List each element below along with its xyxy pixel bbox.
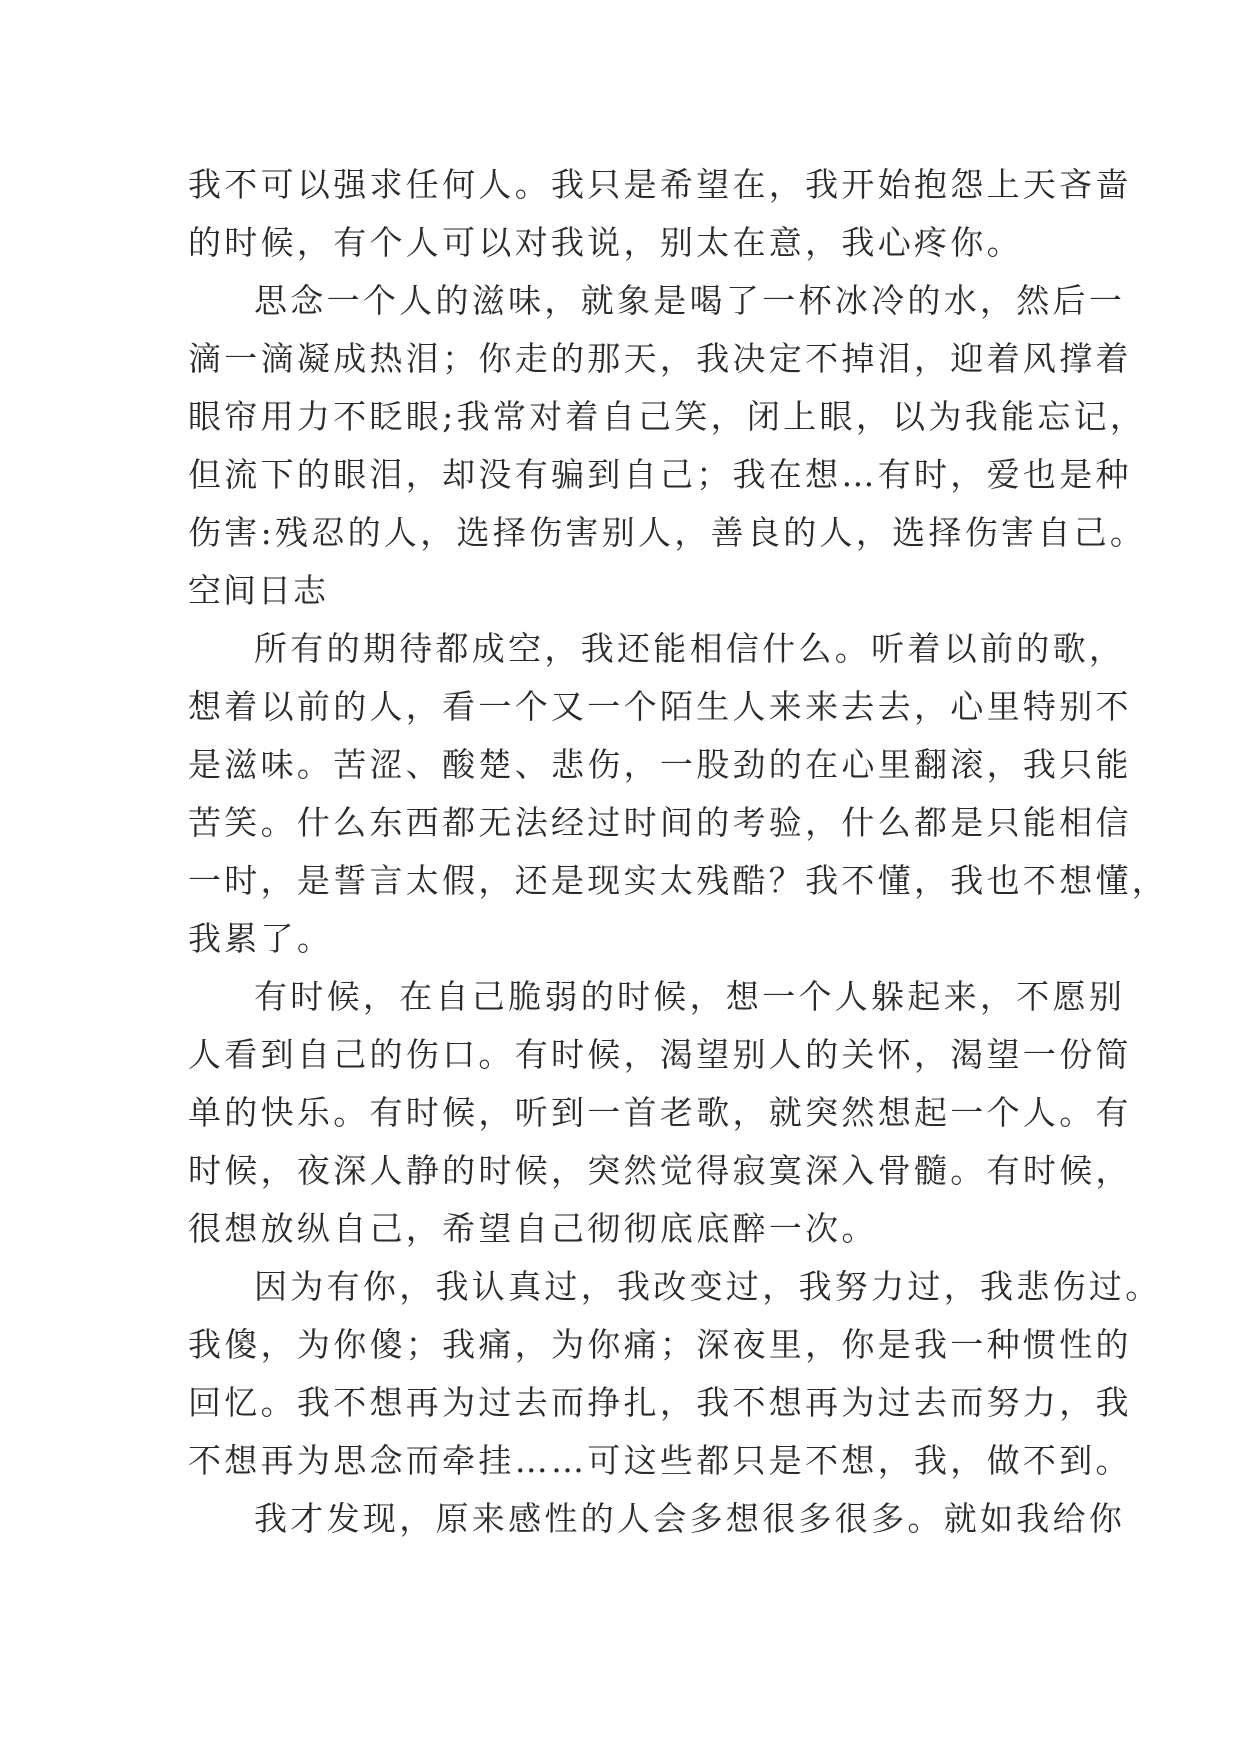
text-line: 眼帘用力不眨眼;我常对着自己笑，闭上眼，以为我能忘记， [188, 397, 1147, 436]
text-line: 因为有你，我认真过，我改变过，我努力过，我悲伤过。 [254, 1267, 1162, 1306]
text-line: 是滋味。苦涩、酸楚、悲伤，一股劲的在心里翻滚，我只能 [188, 745, 1132, 784]
text-line: 我不可以强求任何人。我只是希望在，我开始抱怨上天吝啬 [188, 165, 1132, 204]
text-line: 伤害:残忍的人，选择伤害别人，善良的人，选择伤害自己。 [188, 513, 1147, 552]
text-line: 人看到自己的伤口。有时候，渴望别人的关怀，渴望一份简 [188, 1035, 1132, 1074]
text-line: 思念一个人的滋味，就象是喝了一杯冰冷的水，然后一 [254, 281, 1126, 320]
text-line: 回忆。我不想再为过去而挣扎，我不想再为过去而努力，我 [188, 1383, 1132, 1422]
text-line: 时候，夜深人静的时候，突然觉得寂寞深入骨髓。有时候， [188, 1151, 1132, 1190]
text-line: 但流下的眼泪，却没有骗到自己；我在想…有时，爱也是种 [188, 455, 1132, 494]
text-line: 滴一滴凝成热泪；你走的那天，我决定不掉泪，迎着风撑着 [188, 339, 1132, 378]
text-line: 有时候，在自己脆弱的时候，想一个人躲起来，不愿别 [254, 977, 1126, 1016]
text-line: 苦笑。什么东西都无法经过时间的考验，什么都是只能相信 [188, 803, 1132, 842]
text-line: 很想放纵自己，希望自己彻彻底底醉一次。 [188, 1209, 878, 1248]
text-line: 单的快乐。有时候，听到一首老歌，就突然想起一个人。有 [188, 1093, 1132, 1132]
text-line: 我累了。 [188, 919, 334, 958]
text-line: 我才发现，原来感性的人会多想很多很多。就如我给你 [254, 1499, 1126, 1538]
section-heading: 空间日志 [188, 571, 328, 610]
text-line: 我傻，为你傻；我痛，为你痛；深夜里，你是我一种惯性的 [188, 1325, 1132, 1364]
text-line: 的时候，有个人可以对我说，别太在意，我心疼你。 [188, 223, 1023, 262]
text-line: 想着以前的人，看一个又一个陌生人来来去去，心里特别不 [188, 687, 1132, 726]
text-line: 所有的期待都成空，我还能相信什么。听着以前的歌， [254, 629, 1126, 668]
text-line: 不想再为思念而牵挂……可这些都只是不想，我，做不到。 [188, 1441, 1132, 1480]
text-line: 一时，是誓言太假，还是现实太残酷？我不懂，我也不想懂， [188, 861, 1169, 900]
